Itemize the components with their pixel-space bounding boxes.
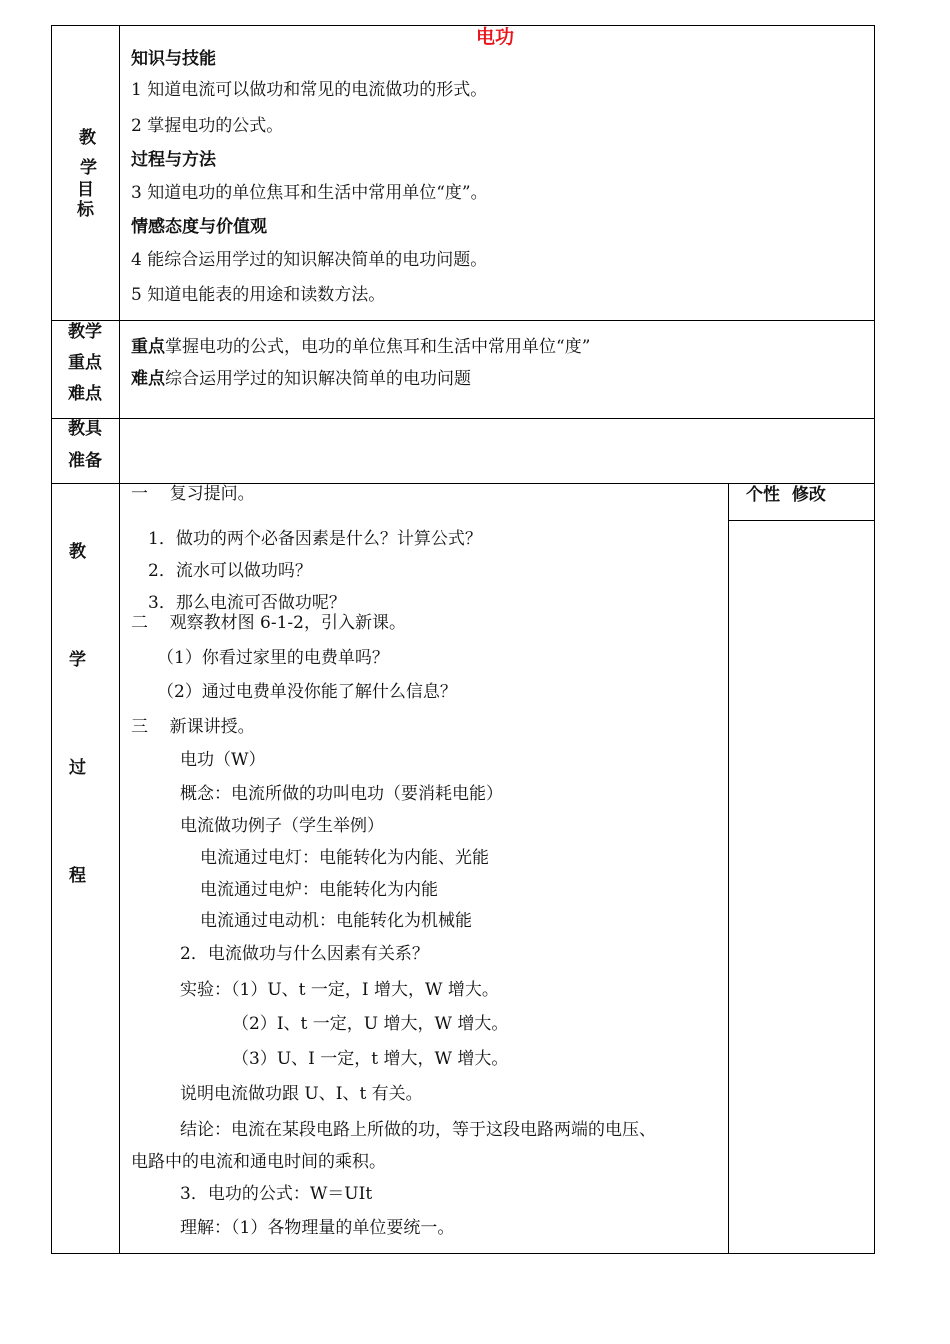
process-label-char-3: 过: [69, 758, 86, 778]
objective-item-4: 4 能综合运用学过的知识解决简单的电功问题。: [131, 250, 488, 270]
process-line: （2）通过电费单没你能了解什么信息？: [157, 682, 457, 702]
keypoints-label-line-3: 难点: [68, 384, 102, 404]
process-line: 1．做功的两个必备因素是什么？计算公式？: [148, 529, 482, 549]
keypoints-label-line-1: 教学: [68, 322, 102, 342]
process-label-char-4: 程: [69, 866, 86, 886]
key-point-text: 掌握电功的公式，电功的单位焦耳和生活中常用单位“度”: [165, 337, 591, 357]
aids-label-line-1: 教具: [68, 419, 102, 439]
objectives-label-char-4: 标: [77, 200, 94, 220]
process-line: （3）U、I 一定，t 增大，W 增大。: [232, 1049, 509, 1069]
process-line: 二 观察教材图 6-1-2，引入新课。: [131, 613, 406, 633]
process-heading: 过程与方法: [131, 150, 216, 170]
label-column-divider: [119, 25, 120, 1254]
table-bottom-border: [51, 1253, 875, 1254]
process-line: 电流通过电炉：电能转化为内能: [200, 880, 438, 900]
process-line: 2．电流做功与什么因素有关系？: [180, 944, 429, 964]
objective-item-5: 5 知道电能表的用途和读数方法。: [131, 285, 386, 305]
row-divider-objectives: [51, 320, 875, 321]
page-title: 电功: [476, 26, 515, 48]
process-line: 结论：电流在某段电路上所做的功，等于这段电路两端的电压、: [180, 1120, 656, 1140]
keypoints-label-line-2: 重点: [68, 353, 102, 373]
table-left-border: [51, 25, 52, 1254]
objective-item-3: 3 知道电功的单位焦耳和生活中常用单位“度”。: [131, 183, 488, 203]
table-top-border: [51, 25, 875, 26]
process-line: 电流通过电灯：电能转化为内能、光能: [200, 848, 489, 868]
knowledge-heading: 知识与技能: [131, 49, 216, 69]
process-line: 电路中的电流和通电时间的乘积。: [131, 1152, 386, 1172]
process-line: （1）你看过家里的电费单吗？: [157, 648, 389, 668]
process-line: 3．电功的公式：W＝UIt: [180, 1184, 373, 1204]
side-header-revision: 个性 修改: [746, 485, 826, 505]
process-line: 三 新课讲授。: [131, 717, 255, 737]
difficult-point-line: [131, 369, 471, 389]
process-line: 2．流水可以做功吗？: [148, 561, 312, 581]
key-point-label: 重点: [131, 337, 165, 357]
process-line: 说明电流做功跟 U、I、t 有关。: [180, 1084, 423, 1104]
process-label-char-1: 教: [69, 542, 86, 562]
objectives-label-char-1: 教: [79, 128, 96, 148]
process-line: 一 复习提问。: [131, 484, 255, 504]
side-column-divider: [728, 483, 729, 1254]
key-point-line: [131, 337, 590, 357]
process-line: 概念：电流所做的功叫电功（要消耗电能）: [180, 784, 503, 804]
process-line: 实验：（1）U、t 一定，I 增大，W 增大。: [180, 980, 499, 1000]
emotion-heading: 情感态度与价值观: [131, 217, 267, 237]
aids-label-line-2: 准备: [68, 451, 102, 471]
process-line: 电流做功例子（学生举例）: [180, 816, 384, 836]
objective-item-1: 1 知道电流可以做功和常见的电流做功的形式。: [131, 80, 488, 100]
objectives-label-char-3: 目: [77, 180, 94, 200]
process-line: 3．那么电流可否做功呢？: [148, 593, 346, 613]
process-line: 电流通过电动机：电能转化为机械能: [200, 911, 472, 931]
process-line: （2）I、t 一定，U 增大，W 增大。: [232, 1014, 509, 1034]
table-right-border: [874, 25, 875, 1254]
difficult-point-text: 综合运用学过的知识解决简单的电功问题: [165, 369, 471, 389]
difficult-point-label: 难点: [131, 369, 165, 389]
objective-item-2: 2 掌握电功的公式。: [131, 116, 284, 136]
process-line: 理解：（1）各物理量的单位要统一。: [180, 1218, 455, 1238]
row-divider-keypoints: [51, 418, 875, 419]
objectives-label-char-2: 学: [80, 158, 97, 178]
process-line: 电功（W）: [180, 750, 266, 770]
process-label-char-2: 学: [69, 650, 86, 670]
side-header-divider: [728, 520, 875, 521]
